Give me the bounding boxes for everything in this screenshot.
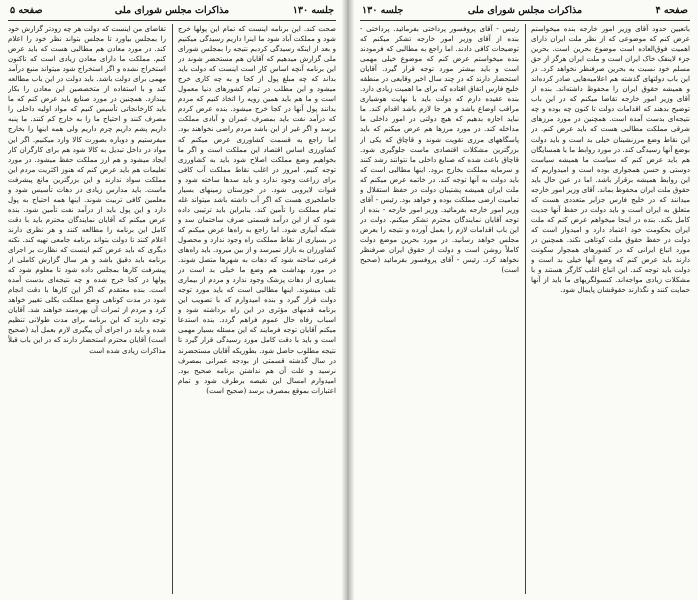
left-column-1-text: صحت کند. این برنامه اینست که تمام این پولها خرج شود و مملکت آباد شود ما اینرا داریم رسیدگی میکنیم و بعد از اینکه رسیدگی کردیم نتیجه را بمجلس شورای ملی گزارش میدهیم که آقایان هم مستحضر شوند در این برنامه آنچه اساس کار است اینست که دولت باید بداند که چه مبلغ پول از کجا و به چه کاری خرج میشود و این مطلب در تمام کشورهای دنیا معمول است و ما هم باید همین رویه را اتخاذ کنیم که مردم بدانند پول آنها در کجا خرج میشود. بنده عرض کردم که درآمد نفت باید بمصرف عمران و آبادی مملکت برسد و اگر غیر از این باشد مردم راضی نخواهند بود. اما راجع به قسمت کشاورزی عرض میکنم که کشاورزی اساس اقتصاد این مملکت است و اگر ما بخواهیم وضع مملکت اصلاح شود باید به کشاورزی توجه کنیم. امروز در اغلب نقاط مملکت آب کافی برای زراعت وجود ندارد و باید سدها ساخته شود و قنوات لایروبی شود. در خوزستان زمینهای بسیار حاصلخیزی هست که اگر آب داشته باشد میتواند غله تمام مملکت را تأمین کند. بنابراین باید ترتیبی داده شود که از این درآمد قسمتی صرف ساختمان سد و شبکه آبیاری شود. اما راجع به راه‌ها عرض میکنم که در بسیاری از نقاط مملکت راه وجود ندارد و محصول کشاورزان به بازار نمیرسد و از بین میرود. باید راه‌های فرعی ساخته شود که دهات به شهرها متصل شوند. در مورد بهداشت هم وضع ما خیلی بد است در بسیاری از دهات پزشک وجود ندارد و مردم از بیماری تلف میشوند. اینها مطالبی است که باید مورد توجه دولت قرار گیرد و بنده امیدوارم که با تصویب این برنامه قدمهای مؤثری در این راه برداشته شود و اسباب رفاه حال عموم فراهم گردد. بنده استدعا میکنم آقایان توجه فرمایند که این مسئله بسیار مهمی است و باید با دقت کامل مورد رسیدگی قرار گیرد تا نتیجه مطلوب حاصل شود. بطوریکه آقایان مستحضرند در سال گذشته قسمتی از بودجه عمرانی بمصرف نرسید و علت آن هم نداشتن برنامه صحیح بود. امیدوارم امسال این نقیصه برطرف شود و تمام اعتبارات بموقع بمصرف برسد (صحیح است) <box>178 24 336 395</box>
right-session-label: جلسه ۱۳۰ <box>362 5 404 16</box>
right-page-column-2 <box>360 24 519 594</box>
column-divider <box>525 24 526 594</box>
right-page-columns <box>360 24 690 594</box>
left-page-title: مذاکرات مجلس شورای ملی <box>114 5 230 16</box>
left-page-column-2 <box>8 24 166 594</box>
right-column-1-text: باتعیین حدود آقای وزیر امور خارجه بنده میخواستم عرض کنم که موضوعی که از نظر ملت ایران دارای اهمیت فوق‌العاده است موضوع بحرین است. بحرین جزء لاینفک خاک ایران است و ملت ایران هرگز از حق مسلم خود نسبت به بحرین صرفنظر نخواهد کرد. در این باب دولتهای گذشته هم اعلامیه‌هایی صادر کرده‌اند و همیشه حقوق ایران را محفوظ داشته‌اند. بنده از آقای وزیر امور خارجه تقاضا میکنم که در این باب توضیح بدهند که اقدامات دولت تا کنون چه بوده و چه نتیجه‌ای بدست آمده است. همچنین در مورد مرزهای شرقی مملکت مطالبی هست که باید عرض کنم. در این نقاط وضع مرزنشینان خیلی بد است و باید دولت بوضع آنها رسیدگی کند. در مورد روابط ما با همسایگان هم باید عرض کنم که سیاست ما همیشه سیاست دوستی و حسن همجواری بوده است و امیدواریم که این روابط همیشه برقرار باشد. اما در عین حال باید حقوق ملت ایران محفوظ بماند. آقای وزیر امور خارجه میدانند که در خلیج فارس جزایر متعددی هست که متعلق به ایران است و باید دولت در حفظ آنها جدیت کامل بکند. بنده در اینجا میخواهم عرض کنم که ملت ایران بحکومت خود اعتماد دارد و امیدوار است که دولت در حفظ حقوق ملت کوتاهی نکند. همچنین در مورد اتباع ایرانی که در کشورهای همجوار سکونت دارند باید عرض کنم که وضع آنها خیلی بد است و دولت باید توجه کند. این اتباع اغلب کارگر هستند و با مشکلات زیادی مواجه‌اند. کنسولگریهای ما باید از آنها حمایت کنند و نگذارند حقوقشان پایمال شود. <box>531 24 690 295</box>
right-page-header <box>360 4 690 21</box>
binding-gutter <box>342 0 354 600</box>
left-page-number: صفحه ۵ <box>10 5 43 16</box>
left-page-column-1 <box>178 24 336 594</box>
right-page-column-1 <box>531 24 690 594</box>
right-page <box>356 0 694 600</box>
left-page-columns <box>8 24 336 594</box>
right-page-number: صفحه ۴ <box>655 5 688 16</box>
left-column-2-text: تقاضای من اینست که دولت هر چه زودتر گزارش خود را بمجلس بیاورد تا مجلس بتواند نظر خود را اعلام کند. در مورد معادن هم مطالبی هست که باید عرض کنم. مملکت ما دارای معادن زیادی است که تاکنون استخراج نشده و اگر استخراج شود میتواند منبع درآمد مهمی برای دولت باشد. باید دولت در این باب مطالعه کند و با استفاده از متخصصین این معادن را بکار بیندازد. همچنین در مورد صنایع باید عرض کنم که ما باید کارخانجاتی تأسیس کنیم که مواد اولیه داخلی را مصرف کنند و احتیاج ما را به خارج کم کنند. ما پنبه داریم پشم داریم چرم داریم ولی همه اینها را بخارج میفرستیم و دوباره بصورت کالا وارد میکنیم. اگر این مواد در داخل تبدیل به کالا شود هم برای کارگران کار ایجاد میشود و هم ارز مملکت حفظ میشود. در مورد تعلیمات هم باید عرض کنم که هنوز اکثریت مردم این مملکت سواد ندارند و این بزرگترین مانع پیشرفت ماست. باید مدارس زیادی در دهات تأسیس شود و معلمین کافی تربیت شوند. اینها همه احتیاج به پول دارد و این پول باید از درآمد نفت تأمین شود. بنده عرض میکنم که آقایان نمایندگان محترم باید با دقت کامل این برنامه را مطالعه کنند و هر نظری دارند اعلام کنند تا دولت بتواند برنامه جامعی تهیه کند. نکته دیگری که باید عرض کنم اینست که نظارت بر اجرای برنامه باید دقیق باشد و هر سال گزارش کاملی از پیشرفت کارها بمجلس داده شود تا معلوم شود که پولها در کجا خرج شده و چه نتیجه‌ای بدست آمده است. بنده معتقدم که اگر این کارها با دقت انجام شود در مدت کوتاهی وضع مملکت بکلی تغییر خواهد کرد و مردم از ثمرات آن بهره‌مند خواهند شد. آقایان توجه دارند که این برنامه برای مدت طولانی تنظیم شده و باید در اجرای آن پیگیری لازم بعمل آید (صحیح است) آقایان محترم استحضار دارند که در این باب قبلاً مذاکرات زیادی شده است <box>8 24 166 355</box>
column-divider <box>172 24 173 594</box>
left-page <box>4 0 340 600</box>
left-page-header <box>8 4 336 21</box>
left-session-label: جلسه ۱۳۰ <box>292 5 334 16</box>
right-column-2-text: رئیس - آقای پروفسور پرداختی بفرمائید. پرداختی - بنده از آقای وزیر امور خارجه تشکر میکنم که توضیحات کافی دادند. اما راجع به مطالبی که فرمودند بنده میخواستم عرض کنم که موضوع خیلی مهمی است و باید بیشتر مورد توجه قرار گیرد. آقایان استحضار دارند که در چند سال اخیر وقایعی در منطقه خلیج فارس اتفاق افتاده که برای ما اهمیت زیادی دارد. بنده عقیده دارم که دولت باید با نهایت هوشیاری مراقب اوضاع باشد و هر جا لازم باشد اقدام کند. ما نباید اجازه بدهیم که هیچ دولتی در امور داخلی ما مداخله کند. در مورد مرزها هم عرض میکنم که باید پاسگاههای مرزی تقویت شوند و قاچاق که یکی از بزرگترین مشکلات اقتصادی ماست جلوگیری شود. قاچاق باعث شده که صنایع داخلی ما نتوانند رشد کنند و سرمایه مملکت بخارج برود. اینها مطالبی است که باید دولت به آنها توجه کند. در خاتمه عرض میکنم که ملت ایران همیشه پشتیبان دولت در حفظ استقلال و تمامیت ارضی مملکت بوده و خواهد بود. رئیس - آقای وزیر امور خارجه بفرمائید. وزیر امور خارجه - بنده از توجه آقایان نمایندگان محترم تشکر میکنم. دولت در این باب اقدامات لازم را بعمل آورده و نتیجه را بعرض مجلس خواهد رسانید. در مورد بحرین موضع دولت کاملاً روشن است و دولت از حقوق ایران صرفنظر نخواهد کرد. رئیس - آقای پروفسور بفرمائید (صحیح است) <box>360 24 519 275</box>
right-page-title: مذاکرات مجلس شورای ملی <box>467 5 583 16</box>
